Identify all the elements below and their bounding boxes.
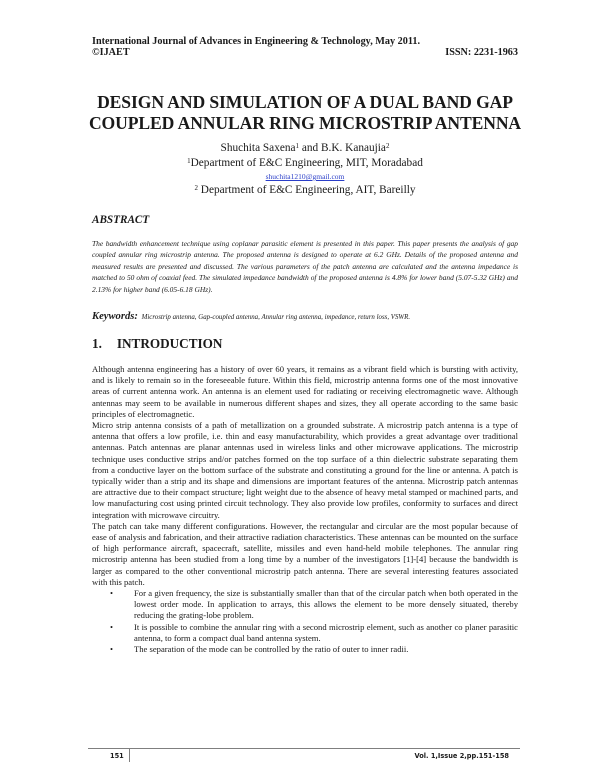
bullet-icon: • xyxy=(110,644,114,655)
paragraph: Although antenna engineering has a history of over 60 years, it remains as a vibrant field which is bursting with activity, and is likely to remain so in the foreseeable future. Within this field, microstrip antenna forms one of the most innovative areas of current antenna work. An antenna is an element used for radiating or receiving electromagnetic wave. Although antennas may seem to be available in numerous different shapes and sizes, they all operate according to the same basic principles of electromagnetic. xyxy=(92,364,518,419)
keywords xyxy=(92,311,522,322)
abstract-text: The bandwidth enhancement technique using coplanar parasitic element is presented in this paper. This paper presents the analysis of gap coupled annular ring microstrip antenna. The proposed antenna is designed to operate at 6.2 GHz. Details of the proposed antenna and measured results are presented and discussed. The various parameters of the patch antenna are calculated and the antenna impedance is matched to 50 ohm of coaxial feed. The simulated impedance bandwidth of the proposed antenna is 4.8% for lower band (5.07-5.32 GHz) and 2.13% for higher band (6.05-6.18 GHz). xyxy=(92,239,518,294)
author-conjunction: and xyxy=(299,142,321,154)
bullet-icon: • xyxy=(110,588,114,599)
copyright: ©IJAET xyxy=(92,47,130,58)
affiliation-2 xyxy=(80,183,530,198)
footer-divider xyxy=(88,748,520,749)
introduction-body xyxy=(92,364,518,655)
list-item xyxy=(92,588,518,622)
affiliation-2-text: Department of E&C Engineering, AIT, Bareilly xyxy=(197,184,416,196)
abstract-heading: ABSTRACT xyxy=(92,214,150,226)
list-item-text: The separation of the mode can be controlled by the ratio of outer to inner radii. xyxy=(134,644,409,655)
running-header xyxy=(92,36,518,58)
affiliation-2-sup: 2 xyxy=(194,184,198,192)
title-line-1: DESIGN AND SIMULATION OF A DUAL BAND GAP xyxy=(97,92,513,112)
author-1: Shuchita Saxena xyxy=(220,142,296,154)
author-1-sup: 1 xyxy=(295,142,300,150)
section-title: INTRODUCTION xyxy=(116,336,223,351)
author-2: B.K. Kanaujia xyxy=(321,142,386,154)
bullet-icon: • xyxy=(110,621,114,632)
keywords-text: Microstrip antenna, Gap-coupled antenna, Annular ring antenna, impedance, return loss, VSWR. xyxy=(141,314,411,321)
affiliation-1-text: Department of E&C Engineering, MIT, Moradabad xyxy=(190,157,423,169)
paragraph: Micro strip antenna consists of a path of metallization on a grounded substrate. A microstrip patch antenna is a type of antenna that offers a low profile, i.e. thin and easy manufacturability, which provides a great advantage over traditional antennas. Patch antennas are planar antennas used in wireless links and other microwave applications. The microstrip technique uses conductive strips and/or patches formed on the top surface of a thin dielectric substrate separating them from a conductive layer on the bottom surface of the substrate and constituting a ground for the line or antenna. A patch is typically wider than a strip and its shape and dimensions are important features of the antenna. Microstrip patch antennas are attractive due to their compact structure; light weight due to the absence of heavy metal stamped or machined parts, and low manufacturing cost using printed circuit technology. They also provide low profiles, conformity to surfaces and direct integration with microwave circuitry. xyxy=(92,420,518,520)
list-item-text: It is possible to combine the annular ring with a second microstrip element, such as another co planer parasitic antenna, to form a compact dual band antenna system. xyxy=(134,621,518,643)
paper-title xyxy=(80,92,530,134)
keywords-label: Keywords: xyxy=(92,311,138,322)
list-item-text: For a given frequency, the size is substantially smaller than that of the circular patch when both operated in the lowest order mode. In application to arrays, this allows the element to be more densely situated, thereby reducing the grating-lobe problem. xyxy=(134,588,518,621)
issn: ISSN: 2231-1963 xyxy=(445,47,518,58)
author-email-link[interactable]: shuchita1210@gmail.com xyxy=(265,172,345,181)
volume-info: Vol. 1,Issue 2,pp.151-158 xyxy=(414,752,509,760)
author-block xyxy=(80,141,530,198)
feature-list xyxy=(92,588,518,655)
title-line-2: COUPLED ANNULAR RING MICROSTRIP ANTENNA xyxy=(88,113,522,133)
author-2-sup: 2 xyxy=(385,142,390,150)
list-item xyxy=(92,644,518,655)
section-heading-introduction xyxy=(92,336,222,352)
paragraph: The patch can take many different configurations. However, the rectangular and circular are the most popular because of ease of analysis and fabrication, and their attractive radiation characteristics. These antennas can be mounted on the surface of high performance aircraft, spacecraft, satellite, missiles and even hand-held mobile telephones. The annular ring microstrip antenna has been studied from a long time by a number of the investigators [1]-[4] because the bandwidth is larger as compared to the other conventional microstrip patch antenna. There are several interesting features associated with this patch. xyxy=(92,520,518,587)
page-number: 151 xyxy=(110,752,124,760)
list-item xyxy=(92,622,518,644)
affiliation-1 xyxy=(80,156,530,171)
section-number: 1. xyxy=(92,336,102,351)
footer-separator xyxy=(129,749,130,762)
affiliation-1-sup: 1 xyxy=(187,157,191,165)
author-names xyxy=(80,141,530,156)
journal-name: International Journal of Advances in Engineering & Technology, May 2011. xyxy=(92,36,421,47)
